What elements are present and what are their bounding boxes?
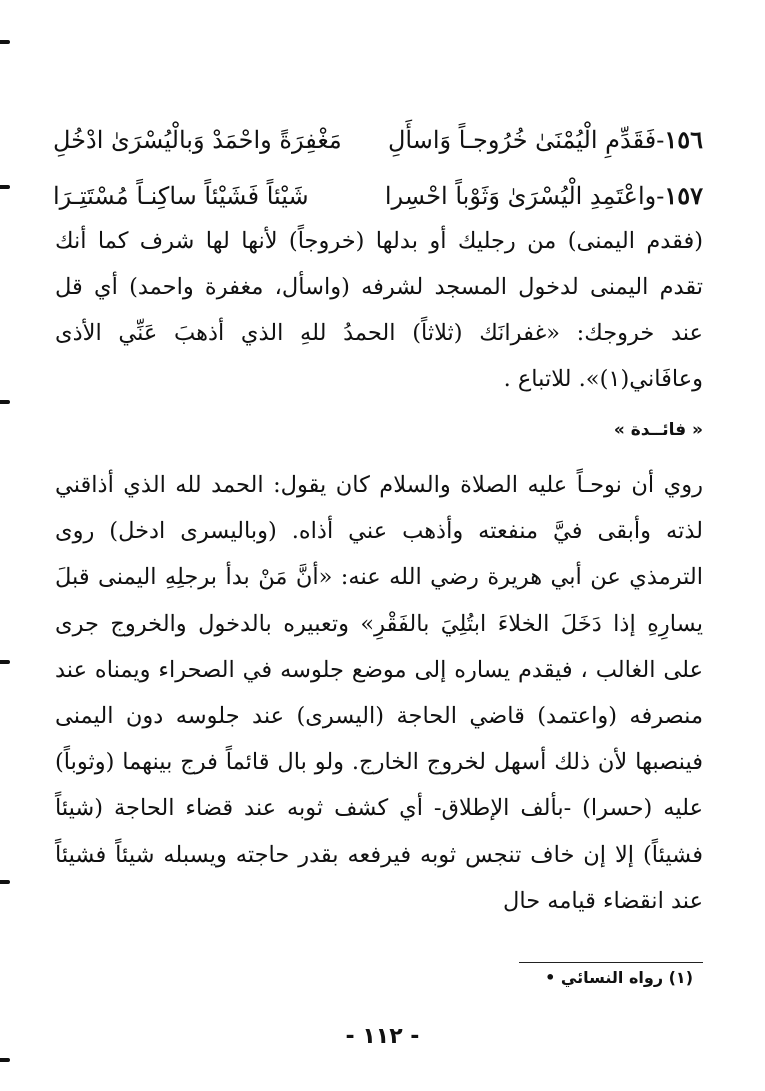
verse-block — [53, 112, 703, 224]
scan-edge-mark — [0, 400, 10, 404]
verse-second-hemistich: مَغْفِرَةً واحْمَدْ وَبالْيُسْرَىٰ ادْخُلِ — [53, 126, 342, 154]
verse-line — [53, 112, 703, 168]
verse-number: ١٥٧ — [664, 181, 703, 210]
verse-second-hemistich: شَيْئاً فَشَيْئاً ساكِنـاً مُسْتَتِـرَا — [53, 182, 309, 210]
scan-edge-mark — [0, 40, 10, 44]
scan-edge-mark — [0, 1058, 10, 1062]
scan-edge-mark — [0, 880, 10, 884]
footnote-divider — [519, 962, 703, 963]
commentary-paragraph: (فقدم اليمنى) من رجليك أو بدلها (خروجاً) لأنها لها شرف كما أنك تقدم اليمنى لدخول المسجد لشرفه (واسأل، مغفرة واحمد) أي قل عند خروجك: «غفرانَك (ثلاثاً) الحمدُ للهِ الذي أذهبَ عَنِّي الأذى وعافَاني(١)». للاتباع . — [55, 228, 703, 392]
verse-line — [53, 168, 703, 224]
page-number: - ١١٢ - — [345, 1024, 420, 1049]
verse-first-hemistich: ١٥٧-واعْتَمِدِ الْيُسْرَىٰ وَثَوْباً احْسِرا — [384, 181, 703, 210]
faida-heading: « فائــدة » — [613, 420, 703, 440]
footnote: (١) رواه النسائي • — [545, 968, 693, 987]
verse-number: ١٥٦ — [664, 125, 703, 154]
scan-edge-mark — [0, 660, 10, 664]
faida-paragraph: روي أن نوحـاً عليه الصلاة والسلام كان يقول: الحمد لله الذي أذاقني لذته وأبقى فيَّ منفعته وأذهب عني أذاه. (وباليسرى ادخل) روى الترمذي عن أبي هريرة رضي الله عنه: «أنَّ مَنْ بدأ برجلِهِ اليمنى قبلَ يسارِهِ إذا دَخَلَ الخلاءَ ابتُلِيَ بالفَقْرِ» وتعبيره بالدخول والخروج جرى على الغالب ، فيقدم يساره إلى موضع جلوسه في الصحراء ويمناه عند منصرفه (واعتمد) قاضي الحاجة (اليسرى) عند جلوسه دون اليمنى فينصبها لأن ذلك أسهل لخروج الخارج. ولو بال قائماً فرج بينهما (وثوباً) عليه (حسرا) -بألف الإطلاق- أي كشف ثوبه عند قضاء الحاجة (شيئاً فشيئاً) إلا إن خاف تنجس ثوبه فيرفعه بقدر حاجته ويسبله شيئاً فشيئاً عند انقضاء قيامه حال — [55, 472, 703, 914]
scan-edge-mark — [0, 185, 10, 189]
verse-first-hemistich: ١٥٦-فَقَدِّمِ الْيُمْنَىٰ خُرُوجـاً وَاسأَلِ — [387, 125, 703, 154]
